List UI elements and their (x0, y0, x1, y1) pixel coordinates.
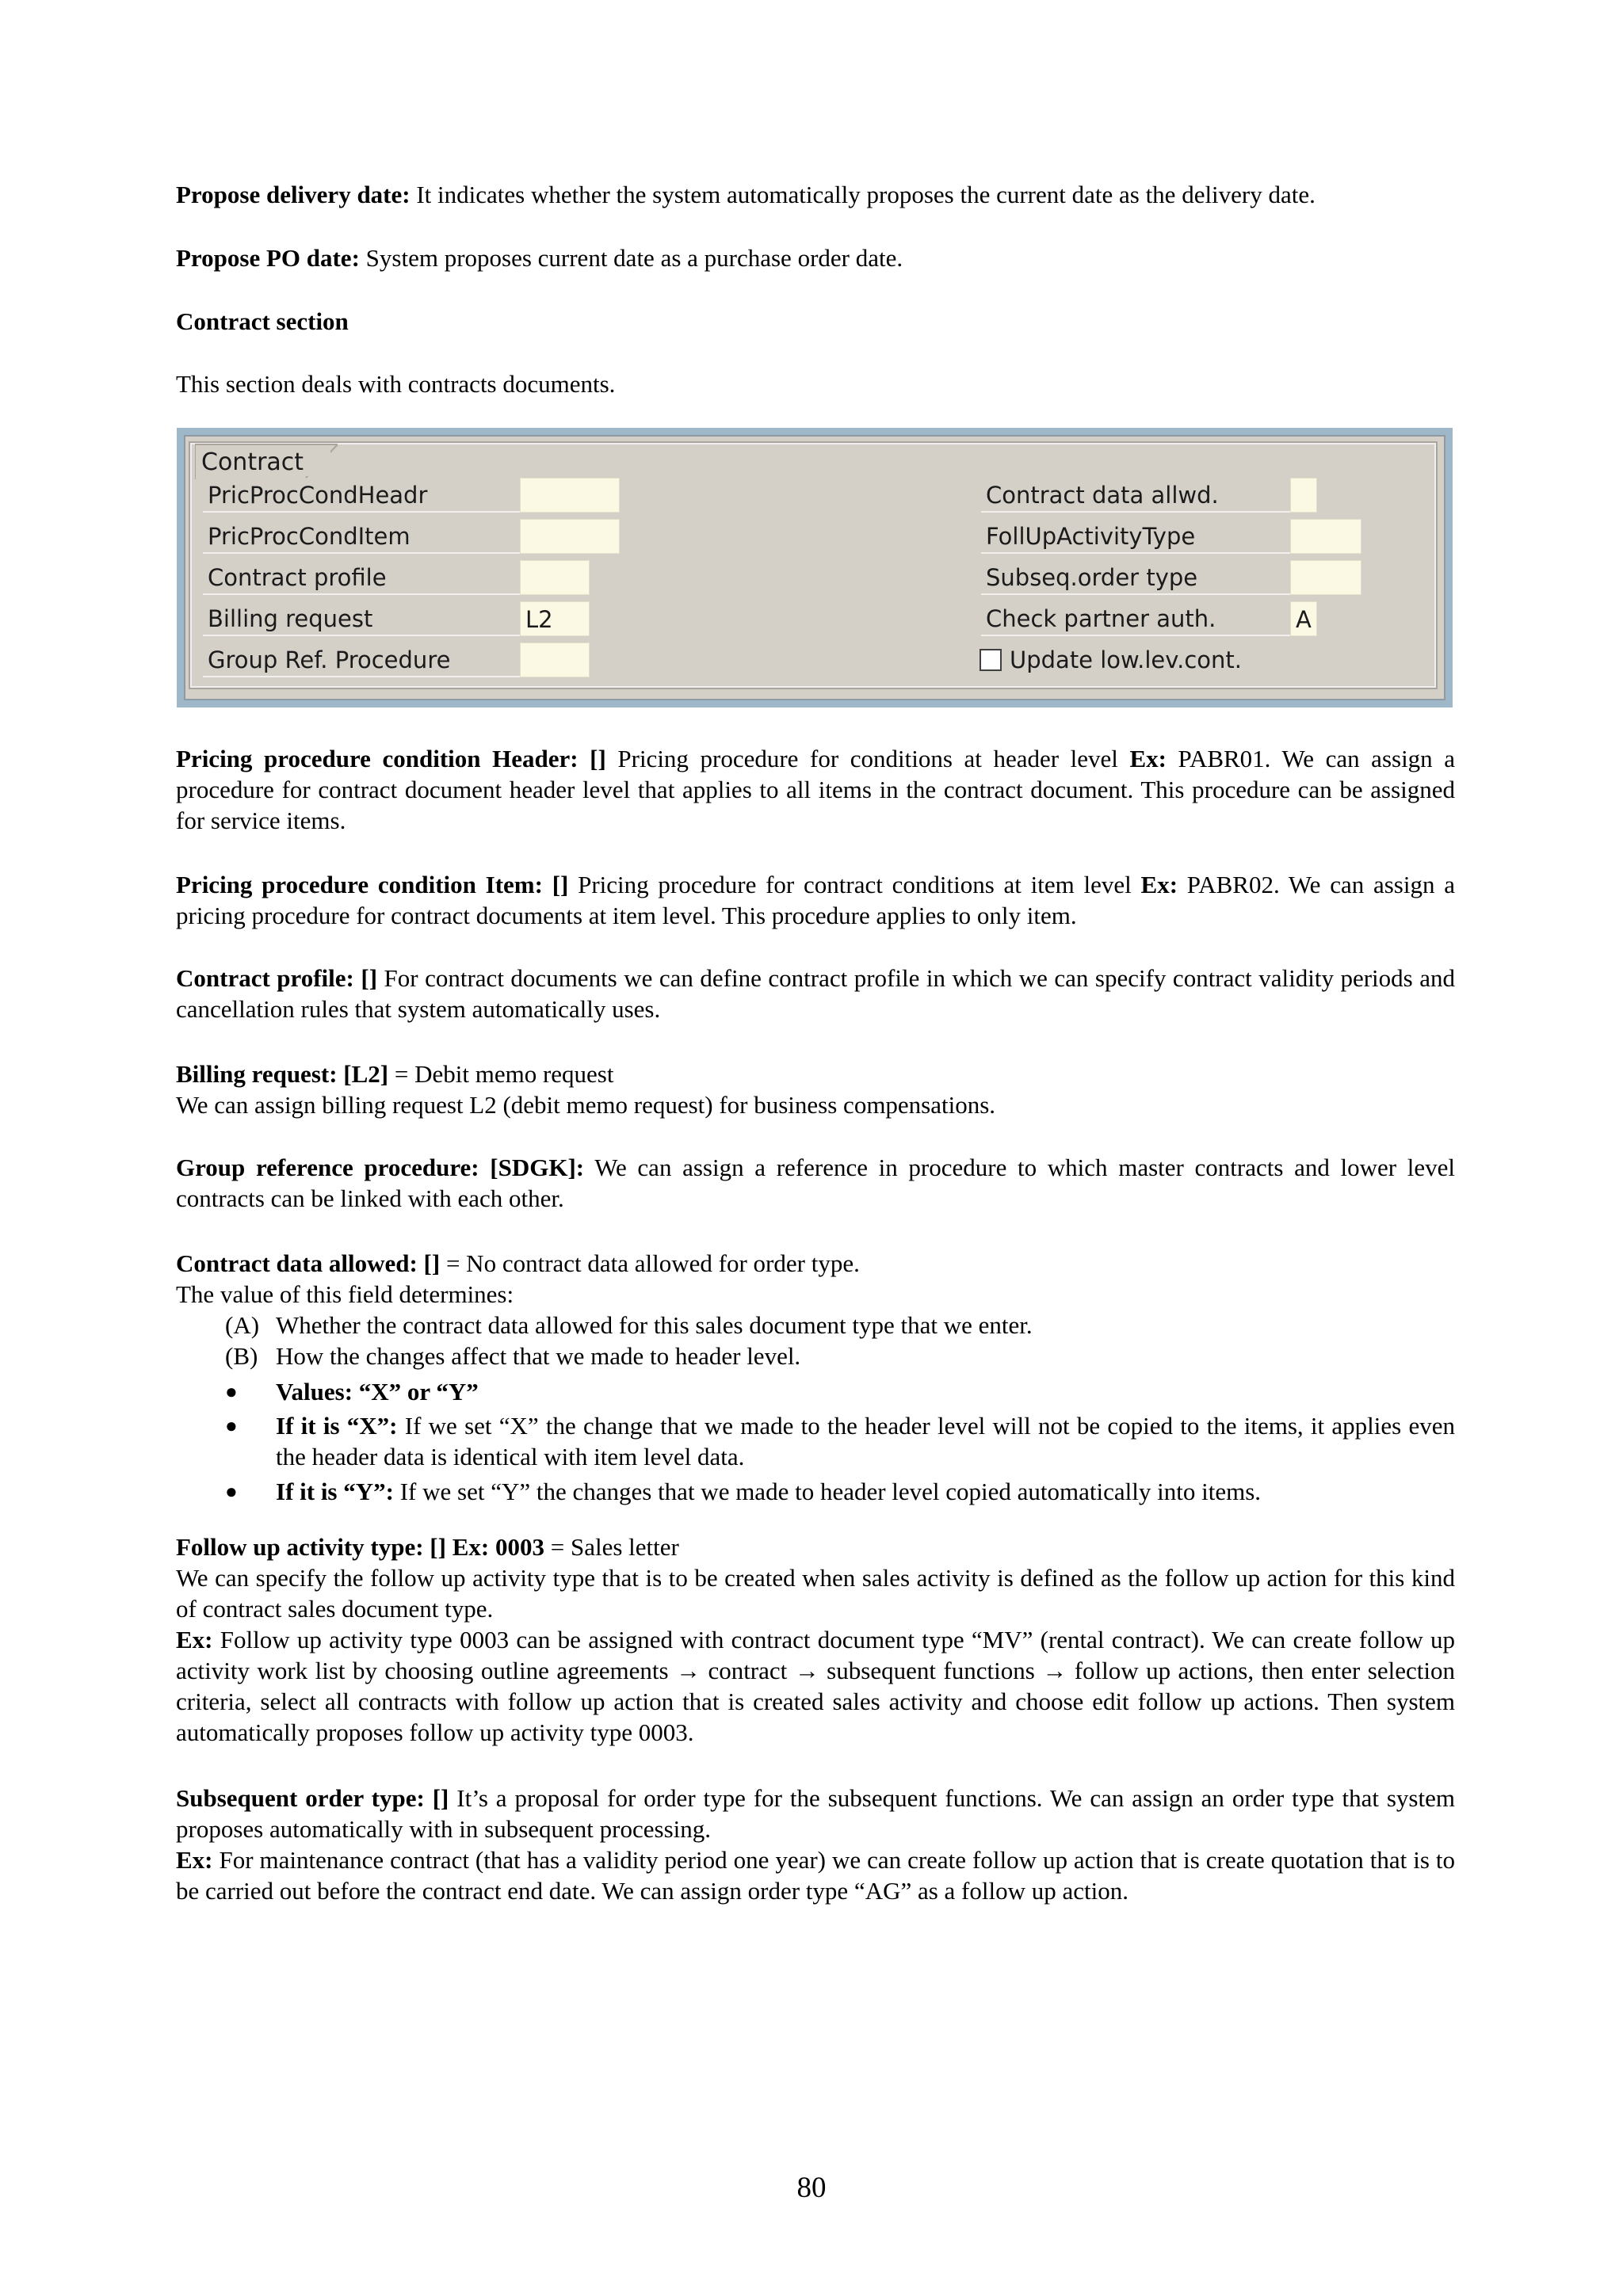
list-item: (B) How the changes affect that we made to header level. (225, 1342, 801, 1370)
label-pricproccondditem: PricProcCondItem (203, 519, 520, 554)
page-number: 80 (796, 2172, 827, 2204)
bullet-item: ● Values: “X” or “Y” (225, 1378, 479, 1405)
label-group-ref-procedure: Group Ref. Procedure (203, 643, 520, 677)
bullet-icon: ● (225, 1480, 238, 1503)
bullet-item: ● If it is “X”: If we set “X” the change that we made to the header level will not be copied to the items, it applies even the header data is identical with item level data. (225, 1412, 1455, 1470)
pricproccondheadr-input[interactable] (520, 478, 620, 513)
sap-contract-panel (184, 435, 1445, 700)
bullet-icon: ● (225, 1414, 238, 1437)
contract-section-intro: This section deals with contracts documents. (176, 370, 616, 398)
label-follupactivitytype: FollUpActivityType (981, 519, 1290, 554)
label-subseq-order-type: Subseq.order type (981, 560, 1290, 595)
sap-contract-screenshot (177, 428, 1453, 707)
label-check-partner-auth: Check partner auth. (981, 601, 1290, 636)
group-ref-procedure-input[interactable] (520, 643, 590, 677)
pricing-item-paragraph: Pricing procedure condition Item: [] Pricing procedure for contract conditions at item level Ex: PABR02. We can assign a pricing procedure for contract documents at item level. This procedure applies to only item. (176, 871, 1456, 929)
label-contract-data-allwd: Contract data allwd. (981, 478, 1290, 513)
group-reference-paragraph: Group reference procedure: [SDGK]: We can assign a reference in procedure to which master contracts and lower level contracts can be linked with each other. (176, 1154, 1455, 1212)
update-low-lev-cont-label: Update low.lev.cont. (1010, 646, 1243, 673)
contract-section-heading: Contract section (176, 307, 349, 335)
propose-po-date-paragraph: Propose PO date: System proposes current date as a purchase order date. (176, 244, 903, 272)
label-pricproccondheadr: PricProcCondHeadr (203, 478, 520, 513)
contract-data-allowed-list (225, 1310, 1455, 1507)
follow-up-activity-paragraph: Follow up activity type: [] Ex: 0003 = Sales letter We can specify the follow up activity type that is to be created when sales activity is defined as the follow up action for this kind of contract sales document type. Ex: Follow up activity type 0003 can be assigned with contract document type “MV” (rental contract). We can create follow up activity work list by choosing outline agreements → contract → subsequent functions → follow up actions, then enter selection criteria, select all contracts with follow up action that is created sales activity and choose edit follow up actions. Then system automatically proposes follow up activity type 0003. (176, 1533, 1455, 1746)
update-low-lev-cont-checkbox[interactable] (980, 649, 1002, 671)
subsequent-order-type-paragraph: Subsequent order type: [] It’s a proposal for order type for the subsequent functions. We can assign an order type that system proposes automatically with in subsequent processing. Ex: For maintenance contract (that has a validity period one year) we can create follow up action that is create quotation that is to be carried out before the contract end date. We can assign order type “AG” as a follow up action. (176, 1784, 1455, 1905)
contract-data-allowed-paragraph: Contract data allowed: [] = No contract data allowed for order type. The value of this field determines: (176, 1249, 860, 1308)
contract-profile-input[interactable] (520, 560, 590, 595)
billing-request-input[interactable]: L2 (520, 601, 590, 636)
label-contract-profile: Contract profile (203, 560, 520, 595)
billing-request-paragraph: Billing request: [L2] = Debit memo request We can assign billing request L2 (debit memo request) for business compensations. (176, 1060, 996, 1119)
bullet-icon: ● (225, 1380, 238, 1403)
group-box-title: Contract (197, 449, 330, 476)
pricproccondditem-input[interactable] (520, 519, 620, 554)
propose-delivery-date-label: Propose delivery date: (176, 181, 411, 208)
contract-profile-paragraph: Contract profile: [] For contract documents we can define contract profile in which we can specify contract validity periods and cancellation rules that system automatically uses. (176, 964, 1456, 1023)
contract-data-allwd-input[interactable] (1290, 478, 1317, 513)
bullet-item: ● If it is “Y”: If we set “Y” the changes that we made to header level copied automatically into items. (225, 1478, 1262, 1505)
propose-po-date-label: Propose PO date: (176, 244, 360, 272)
follupactivitytype-input[interactable] (1290, 519, 1361, 554)
list-item: (A) Whether the contract data allowed for this sales document type that we enter. (225, 1311, 1033, 1339)
pricing-header-paragraph: Pricing procedure condition Header: [] Pricing procedure for conditions at header level Ex: PABR01. We can assign a procedure for contract document header level that applies to all items in the contract document. This procedure can be assigned for service items. (176, 745, 1456, 834)
propose-delivery-date-paragraph: Propose delivery date: It indicates whether the system automatically proposes the current date as the delivery date. (176, 181, 1316, 208)
label-billing-request: Billing request (203, 601, 520, 636)
subseq-order-type-input[interactable] (1290, 560, 1361, 595)
check-partner-auth-input[interactable]: A (1290, 601, 1317, 636)
